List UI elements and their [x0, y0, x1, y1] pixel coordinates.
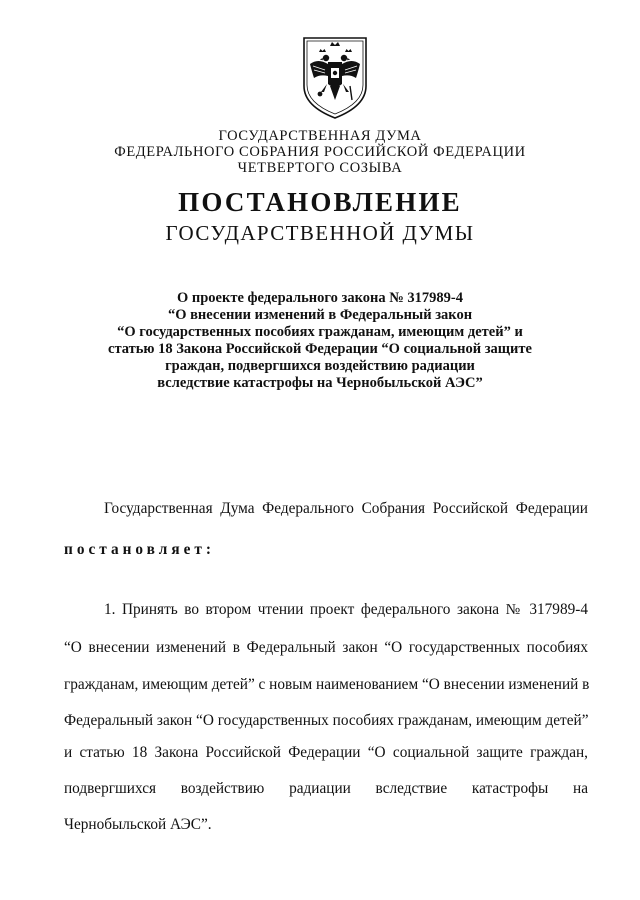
paragraph-1-line: “О внесении изменений в Федеральный закон “О государственных пособиях: [64, 639, 588, 656]
paragraph-1-line: 1. Принять во втором чтении проект федерального закона № 317989-4: [104, 601, 588, 618]
subject-line: “О внесении изменений в Федеральный закон: [167, 307, 473, 323]
coat-of-arms-emblem-icon: [300, 34, 370, 120]
subject-line: граждан, подвергшихся воздействию радиации: [165, 358, 475, 374]
document-type-title: ПОСТАНОВЛЕНИЕ: [178, 187, 462, 217]
subject-line: О проекте федерального закона № 317989-4: [176, 290, 464, 306]
resolves-text: постановляет:: [64, 541, 215, 558]
subject-line: вследствие катастрофы на Чернобыльской АЭС”: [157, 375, 483, 391]
subject-line: статью 18 Закона Российской Федерации “О социальной защите: [108, 341, 532, 357]
paragraph-1-line: и статью 18 Закона Российской Федерации “О социальной защите граждан,: [64, 744, 588, 761]
issuer-line-2: ФЕДЕРАЛЬНОГО СОБРАНИЯ РОССИЙСКОЙ ФЕДЕРАЦИИ: [114, 144, 526, 160]
paragraph-1-line: Федеральный закон “О государственных пособиях гражданам, имеющим детей”: [64, 712, 589, 729]
paragraph-1-line: Чернобыльской АЭС”.: [64, 816, 212, 833]
preamble-text: Государственная Дума Федерального Собрания Российской Федерации: [104, 500, 588, 517]
issuer-line-3: ЧЕТВЕРТОГО СОЗЫВА: [237, 160, 403, 176]
document-issuer-subtitle: ГОСУДАРСТВЕННОЙ ДУМЫ: [165, 221, 475, 245]
paragraph-1-line: подвергшихся воздействию радиации вследствие катастрофы на: [64, 780, 588, 797]
subject-line: “О государственных пособиях гражданам, имеющим детей” и: [117, 324, 523, 340]
issuer-line-1: ГОСУДАРСТВЕННАЯ ДУМА: [218, 128, 422, 144]
paragraph-1-line: гражданам, имеющим детей” с новым наименованием “О внесении изменений в: [64, 676, 590, 693]
